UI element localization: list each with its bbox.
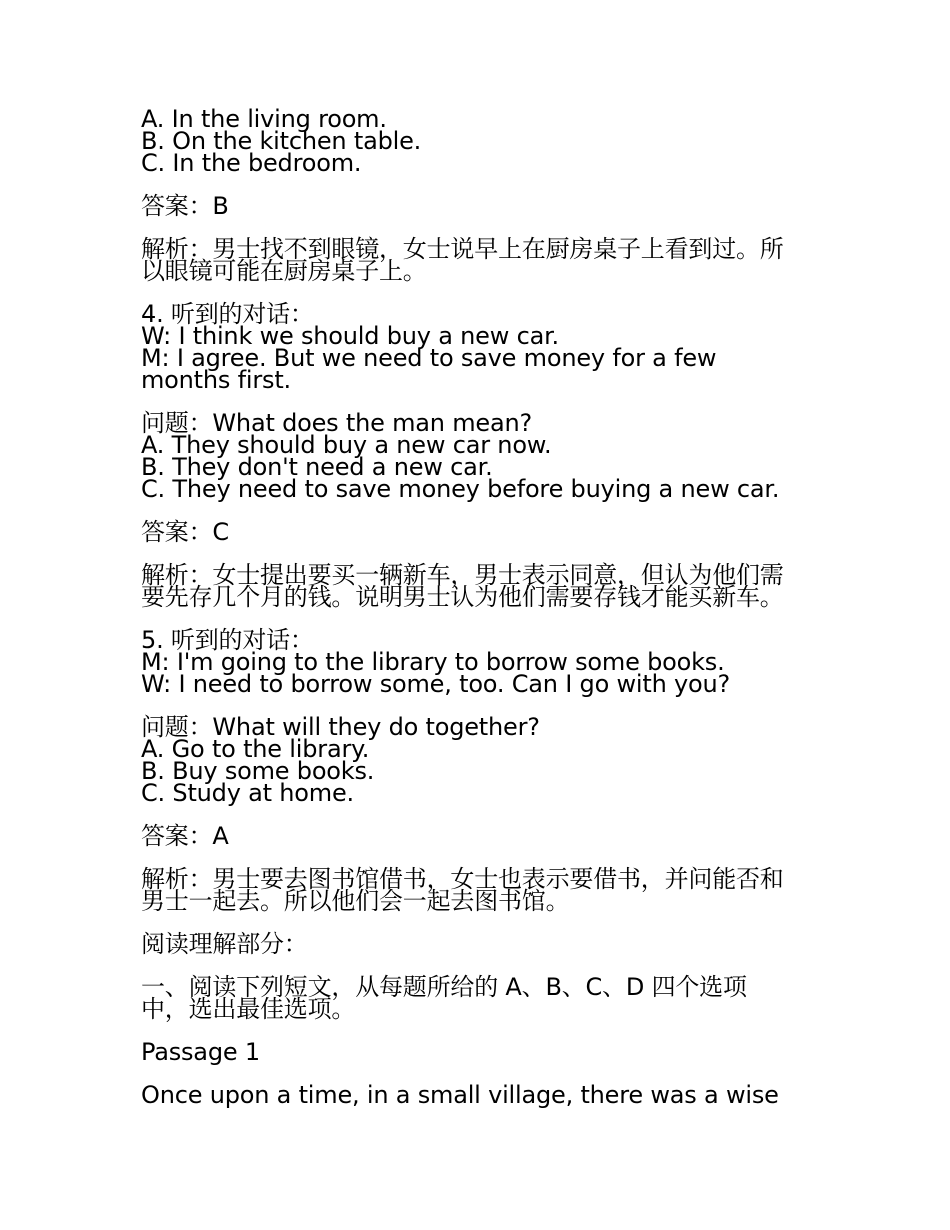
q5-answer: 答案：A: [141, 822, 229, 850]
analysis-line: 解析：男士找不到眼镜，女士说早上在厨房桌子上看到过。所: [141, 235, 784, 263]
q5-question-block: [141, 713, 831, 807]
q3-analysis: [141, 235, 831, 285]
q4-dialogue: [141, 300, 831, 394]
document-body: [141, 105, 831, 1127]
passage-title: Passage 1: [141, 1038, 260, 1066]
dialogue-line: months first.: [141, 366, 291, 394]
option-a: A. Go to the library.: [141, 735, 370, 763]
reading-instruction: [141, 973, 831, 1023]
q5-dialogue: [141, 626, 831, 698]
dialogue-line: W: I need to borrow some, too. Can I go with you?: [141, 670, 731, 698]
option-b: B. On the kitchen table.: [141, 127, 422, 155]
analysis-line: 以眼镜可能在厨房桌子上。: [141, 257, 427, 285]
q3-options: [141, 105, 831, 177]
option-a: A. They should buy a new car now.: [141, 431, 552, 459]
dialogue-heading: 4. 听到的对话：: [141, 300, 314, 328]
instruction-line: 中，选出最佳选项。: [141, 995, 356, 1023]
option-b: B. Buy some books.: [141, 757, 375, 785]
option-c: C. In the bedroom.: [141, 149, 362, 177]
option-a: A. In the living room.: [141, 105, 387, 133]
q4-analysis: [141, 561, 831, 611]
q5-analysis: [141, 865, 831, 915]
analysis-line: 解析：男士要去图书馆借书，女士也表示要借书，并问能否和: [141, 865, 784, 893]
analysis-line: 男士一起去。所以他们会一起去图书馆。: [141, 887, 570, 915]
option-b: B. They don't need a new car.: [141, 453, 493, 481]
q3-answer: 答案：B: [141, 192, 229, 220]
instruction-line: 一、阅读下列短文，从每题所给的 A、B、C、D 四个选项: [141, 973, 747, 1001]
dialogue-line: M: I'm going to the library to borrow some books.: [141, 648, 725, 676]
reading-heading: 阅读理解部分：: [141, 930, 308, 958]
option-c: C. Study at home.: [141, 779, 354, 807]
passage-text: Once upon a time, in a small village, there was a wise: [141, 1081, 779, 1109]
q4-answer: 答案：C: [141, 518, 229, 546]
q4-question-block: [141, 409, 831, 503]
analysis-line: 解析：女士提出要买一辆新车，男士表示同意，但认为他们需: [141, 561, 784, 589]
dialogue-line: M: I agree. But we need to save money for a few: [141, 344, 717, 372]
dialogue-heading: 5. 听到的对话：: [141, 626, 314, 654]
analysis-line: 要先存几个月的钱。说明男士认为他们需要存钱才能买新车。: [141, 583, 784, 611]
option-c: C. They need to save money before buying a new car.: [141, 475, 780, 503]
question-text: 问题：What will they do together?: [141, 713, 540, 741]
dialogue-line: W: I think we should buy a new car.: [141, 322, 559, 350]
question-text: 问题：What does the man mean?: [141, 409, 533, 437]
